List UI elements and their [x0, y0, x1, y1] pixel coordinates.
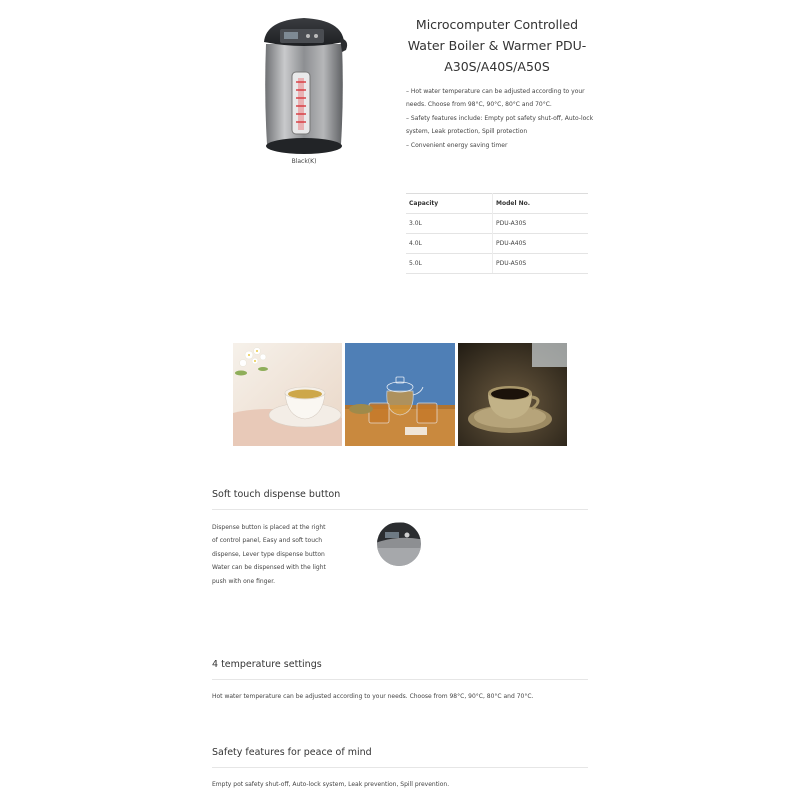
- section-divider: [212, 679, 588, 680]
- section-text-safety: Empty pot safety shut-off, Auto-lock system, Leak prevention, Spill prevention.: [212, 781, 450, 788]
- section-title-safety: Safety features for peace of mind: [212, 747, 372, 758]
- dispense-button-image: [377, 522, 421, 566]
- product-caption: Black(K): [291, 158, 317, 165]
- feature-item: – Convenient energy saving timer: [406, 141, 508, 149]
- section-text-dispense: Dispense button is placed at the right of control panel, Easy and soft touch dispense, Lever type dispense button Water can be dispensed with the light push with one finger.: [212, 524, 326, 585]
- section-divider: [212, 767, 588, 768]
- table-header-row: [406, 194, 588, 214]
- table-row: [406, 234, 588, 254]
- feature-item: – Hot water temperature can be adjusted according to your needs. Choose from 98°C, 90°C, 80°C and 70°C.: [406, 88, 585, 109]
- water-boiler-image: [258, 16, 350, 158]
- table-row: [406, 214, 588, 234]
- glass-teapot-photo: [345, 343, 455, 446]
- section-title-temperature: 4 temperature settings: [212, 659, 322, 670]
- cell-model: PDU-A50S: [493, 254, 589, 274]
- cell-model: PDU-A40S: [493, 234, 589, 254]
- tea-cup-photo: [233, 343, 342, 446]
- cell-capacity: 5.0L: [406, 254, 493, 274]
- table-row: [406, 254, 588, 274]
- coffee-cup-photo: [458, 343, 567, 446]
- header-capacity: Capacity: [406, 194, 493, 214]
- cell-model: PDU-A30S: [493, 214, 589, 234]
- spec-table: [406, 193, 588, 274]
- product-image: [258, 16, 350, 158]
- section-title-dispense: Soft touch dispense button: [212, 489, 341, 500]
- section-divider: [212, 509, 588, 510]
- cell-capacity: 3.0L: [406, 214, 493, 234]
- cell-capacity: 4.0L: [406, 234, 493, 254]
- section-text-temperature: Hot water temperature can be adjusted according to your needs. Choose from 98°C, 90°C, 80°C and 70°C.: [212, 693, 534, 700]
- feature-item: – Safety features include: Empty pot safety shut-off, Auto-lock system, Leak protection, Spill protection: [406, 114, 594, 136]
- product-title: Microcomputer Controlled Water Boiler & Warmer PDU-A30S/A40S/A50S: [407, 17, 587, 74]
- header-model: Model No.: [493, 194, 589, 214]
- feature-list: [406, 85, 596, 152]
